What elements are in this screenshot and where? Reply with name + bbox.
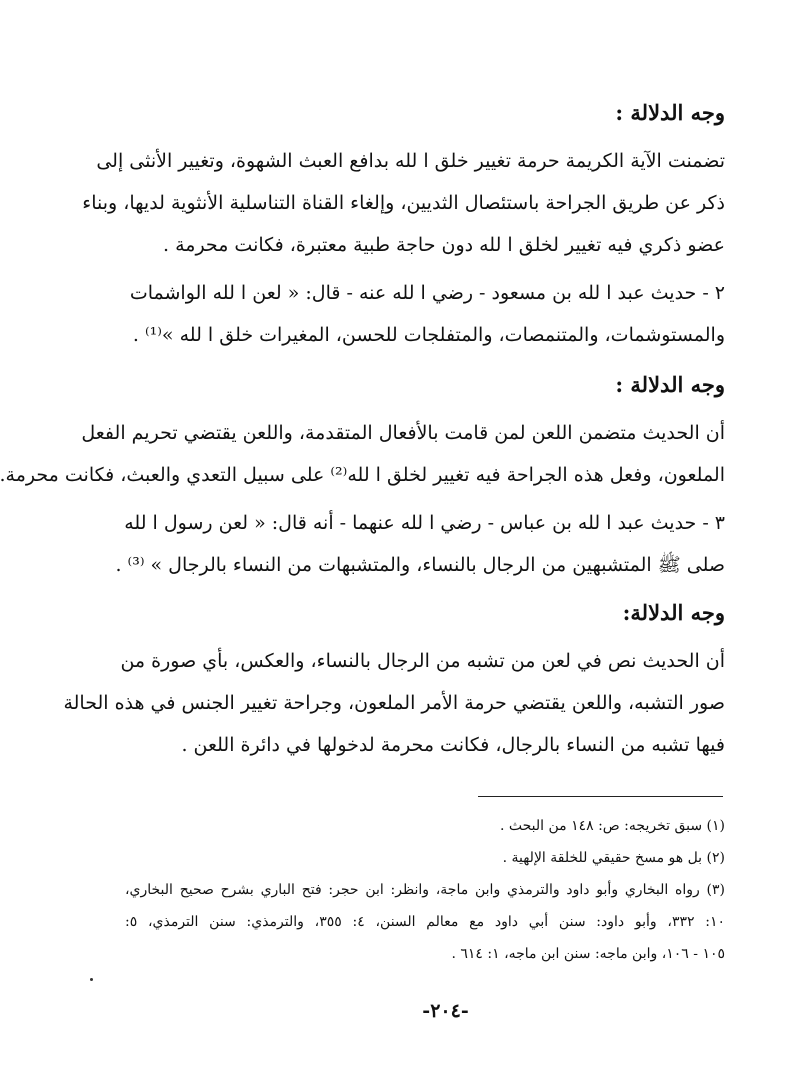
footnote-separator: [478, 796, 723, 797]
hadith-2-line-2: والمستوشمات، والمتنمصات، والمتفلجات للحسن، المغيرات خلق ا لله »⁽¹⁾ .: [132, 324, 725, 346]
hadith-3-line-2: صلى ﷺ المتشبهين من الرجال بالنساء، والمتشبهات من النساء بالرجال » ⁽³⁾ .: [115, 554, 725, 576]
paragraph-3-line-2: صور التشبه، واللعن يقتضي حرمة الأمر الملعون، وجراحة تغيير الجنس في هذه الحالة: [63, 692, 725, 714]
hadith-3: [115, 502, 725, 586]
paragraph-3-line-3: فيها تشبه من النساء بالرجال، فكانت محرمة لدخولها في دائرة اللعن .: [181, 734, 725, 756]
hadith-3-line-1: ٣ - حديث عبد ا لله بن عباس - رضي ا لله عنهما - أنه قال: « لعن رسول ا لله: [124, 512, 725, 534]
paragraph-2: [0, 412, 725, 496]
paragraph-1-line-2: ذكر عن طريق الجراحة باستئصال الثديين، وإلغاء القناة التناسلية الأنثوية لديها، وبناء: [82, 192, 725, 214]
paragraph-3: [63, 640, 725, 766]
footnote-3-line-3: ١٠٥ - ١٠٦، وابن ماجه: سنن ابن ماجه، ١: ٦١٤ .: [451, 946, 725, 962]
footnote-3-line-1: (٣) رواه البخاري وأبو داود والترمذي وابن ماجة، وانظر: ابن حجر: فتح الباري بشرح صحيح البخاري،: [125, 882, 725, 898]
footnote-1: (١) سبق تخريجه: ص: ١٤٨ من البحث .: [499, 818, 725, 834]
paragraph-1-line-1: تضمنت الآية الكريمة حرمة تغيير خلق ا لله بدافع العبث الشهوة، وتغيير الأنثى إلى: [96, 150, 725, 172]
footnote-2: (٢) بل هو مسخ حقيقي للخلقة الإلهية .: [502, 850, 725, 866]
page-number: -٢٠٤-: [422, 1000, 469, 1022]
section-heading-1: وجه الدلالة :: [615, 100, 725, 125]
scan-mark: [90, 978, 93, 981]
paragraph-3-line-1: أن الحديث نص في لعن من تشبه من الرجال بالنساء، والعكس، بأي صورة من: [120, 650, 725, 672]
paragraph-1: [82, 140, 725, 266]
paragraph-1-line-3: عضو ذكري فيه تغيير لخلق ا لله دون حاجة طبية معتبرة، فكانت محرمة .: [163, 234, 725, 256]
hadith-2-line-1: ٢ - حديث عبد ا لله بن مسعود - رضي ا لله عنه - قال: « لعن ا لله الواشمات: [129, 282, 725, 304]
paragraph-2-line-1: أن الحديث متضمن اللعن لمن قامت بالأفعال المتقدمة، واللعن يقتضي تحريم الفعل: [81, 422, 725, 444]
hadith-2: [129, 272, 725, 356]
section-heading-2: وجه الدلالة :: [615, 372, 725, 397]
paragraph-2-line-2: الملعون، وفعل هذه الجراحة فيه تغيير لخلق ا لله⁽²⁾ على سبيل التعدي والعبث، فكانت محرمة.: [0, 464, 725, 486]
section-heading-3: وجه الدلالة:: [622, 600, 725, 625]
footnote-3-line-2: ١٠: ٣٣٢، وأبو داود: سنن أبي داود مع معالم السنن، ٤: ٣٥٥، والترمذي: سنن الترمذي، ٥:: [125, 914, 726, 930]
